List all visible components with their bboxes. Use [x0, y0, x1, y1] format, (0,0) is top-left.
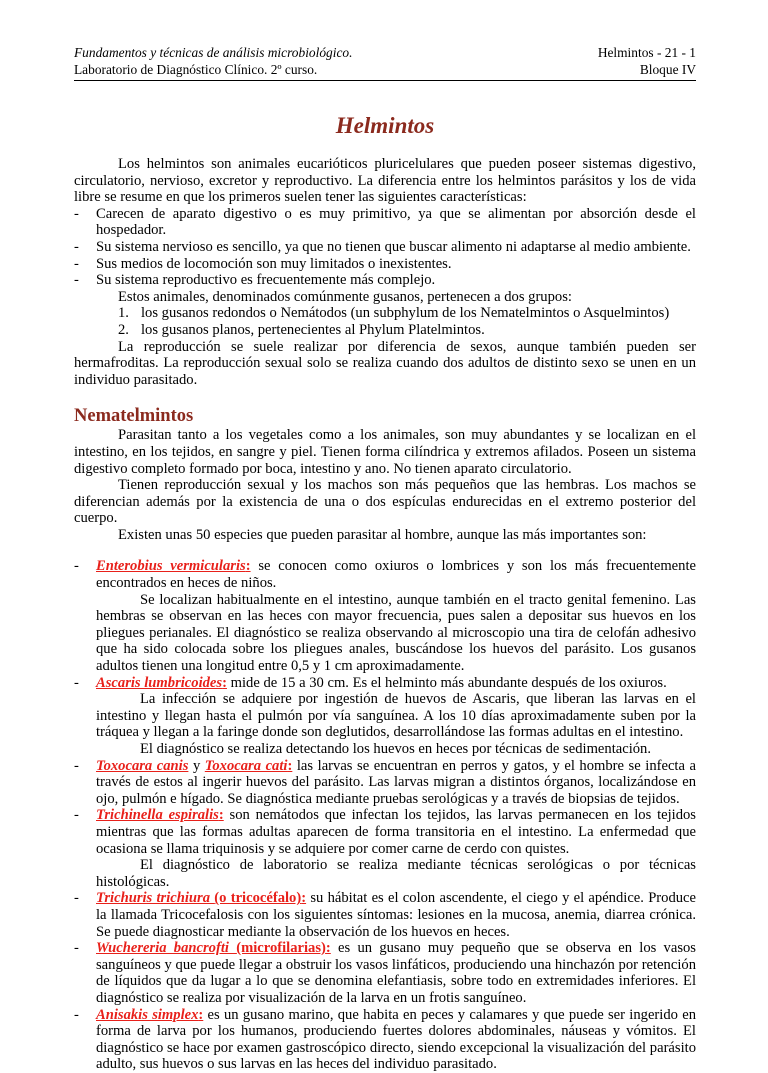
item-number: 2. [118, 321, 129, 338]
list-item: - Su sistema reproductivo es frecuentemente más complejo. [74, 272, 696, 289]
list-item: - Su sistema nervioso es sencillo, ya que no tienen que buscar alimento ni adaptarse al medio ambiente. [74, 239, 696, 256]
section-paragraph: Tienen reproducción sexual y los machos son más pequeños que las hembras. Los machos se diferencian además por la existencia de una o dos espículas endurecidas en el extremo posterior del cuerpo. [74, 477, 696, 527]
species-name: Enterobius vermicularis [96, 558, 246, 575]
species-name: Trichinella espiralis [96, 807, 219, 824]
species-item-enterobius: - Enterobius vermicularis: se conocen como oxiuros o lombrices y son los más frecuentemente encontrados en heces de niños. Se localizan habitualmente en el intestino, aunque también en el tracto genital femenino. Las hembras se observan en las heces con mayor frecuencia, pues salen a depositar sus huevos en los pliegues perianales. El diagnóstico se realiza observando al microscopio una tira de celofán adhesivo que ha sido colocada sobre los pliegues anales, buscándose los huevos del parásito. Los gusanos adultos tienen una longitud entre 0,5 y 1 cm aproximadamente. [74, 558, 696, 674]
species-item-toxocara: - Toxocara canis y Toxocara cati: las larvas se encuentran en perros y gatos, y el hombre se infecta a través de estos al ingerir huevos del parásito. Las larvas migran a distintos órganos, localizándose en ojo, pulmón e hígado. Se diagnóstica mediante pruebas serológicas y a través de biopsias de tejidos. [74, 758, 696, 808]
species-name: Wuchereria bancrofti [96, 940, 237, 957]
intro-paragraph: Los helmintos son animales eucarióticos pluricelulares que pueden poseer sistemas digestivo, circulatorio, nervioso, excretor y reproductivo. La diferencia entre los helmintos parásitos y los de vida libre se resume en que los primeros suelen tener las siguientes características: [74, 156, 696, 206]
species-paragraph: La infección se adquiere por ingestión de huevos de Ascaris, que liberan las larvas en el intestino y llegan hasta el pulmón por vía sanguínea. A los 10 días aproximadamente suben por la tráquea y llegan a la faringe donde son deglutidos, desarrollándose las formas adultas en el intestino. [96, 691, 696, 741]
item-text: los gusanos redondos o Nemátodos (un subphylum de los Nematelmintos o Asquelmintos) [141, 305, 670, 322]
numbered-item [74, 305, 696, 322]
item-text: los gusanos planos, pertenecientes al Phylum Platelmintos. [141, 321, 485, 338]
item-number: 1. [118, 305, 129, 322]
species-item-anisakis: - Anisakis simplex: es un gusano marino, que habita en peces y calamares y que puede ser ingerido en forma de larva por los humanos, produciendo fuertes dolores abdominales, náuseas y vómitos. El diagnóstico se hace por examen gastroscópico directo, siendo excepcional la visualización del parásito adulto, sus huevos o sus larvas en las heces del individuo parasitado. [74, 1007, 696, 1073]
header-page-number: Helmintos - 21 - 1 [597, 45, 696, 60]
species-name: Toxocara canis [96, 757, 189, 774]
species-item-wuchereria: - Wuchereria bancrofti (microfilarias): es un gusano muy pequeño que se observa en los vasos sanguíneos y que puede llegar a obstruir los vasos linfáticos, produciendo una hinchazón por retención de líquidos que da lugar a lo que se denomina elefantiasis, sobre todo en extremidades inferiores. El diagnóstico se realiza por visualización de la larva en un frotis sanguíneo. [74, 940, 696, 1006]
header-divider [74, 80, 696, 81]
header-course-title: Fundamentos y técnicas de análisis microbiológico. [74, 45, 353, 60]
species-name: Toxocara cati [204, 757, 288, 774]
page-title: Helmintos [335, 113, 435, 138]
species-item-trichuris: - Trichuris trichiura (o tricocéfalo): su hábitat es el colon ascendente, el ciego y el apéndice. Produce la llamada Tricocefalosis con los siguientes síntomas: lesiones en la mucosa, anemia, diarrea crónica. Se puede diagnosticar mediante la observación de los huevos en heces. [74, 890, 696, 940]
groups-intro: Estos animales, denominados comúnmente gusanos, pertenecen a dos grupos: [118, 288, 572, 305]
species-name: Ascaris lumbricoides [96, 674, 223, 691]
list-item: - Carecen de aparato digestivo o es muy primitivo, ya que se alimentan por absorción desde el hospedador. [74, 206, 696, 239]
list-item: - Sus medios de locomoción son muy limitados o inexistentes. [74, 256, 696, 273]
document-page [74, 44, 696, 1073]
species-paragraph: Se localizan habitualmente en el intestino, aunque también en el tracto genital femenino. Las hembras se observan en las heces con mayor frecuencia, pues salen a depositar sus huevos en los pliegues perianales. El diagnóstico se realiza observando al microscopio una tira de celofán adhesivo que ha sido colocada sobre los pliegues anales, buscándose los huevos del parásito. Los gusanos adultos tienen una longitud entre 0,5 y 1 cm aproximadamente. [96, 591, 696, 675]
header-block: Bloque IV [639, 62, 696, 77]
spacer [74, 543, 696, 558]
header-lab-name: Laboratorio de Diagnóstico Clínico. 2º curso. [74, 62, 318, 77]
species-list [74, 558, 696, 1072]
reproduction-paragraph: La reproducción se suele realizar por diferencia de sexos, aunque también pueden ser hermafroditas. La reproducción sexual solo se realiza cuando dos adultos de distinto sexo se unen en un individuo parasitado. [74, 338, 696, 388]
species-paragraph: El diagnóstico se realiza detectando los huevos en heces por técnicas de sedimentación. [140, 741, 651, 757]
species-paragraph: El diagnóstico de laboratorio se realiza mediante técnicas serológicas o por técnicas histológicas. [96, 857, 696, 890]
numbered-item [74, 322, 696, 339]
species-item-trichinella: - Trichinella espiralis: son nemátodos que infectan los tejidos, las larvas permanecen en los tejidos mientras que las formas adultas aparecen de forma transitoria en el intestino. La enfermedad que ocasiona se llama triquinosis y se adquiere por comer carne de cerdo con quistes. El diagnóstico de laboratorio se realiza mediante técnicas serológicas o por técnicas histológicas. [74, 807, 696, 890]
section-paragraph: Existen unas 50 especies que pueden parasitar al hombre, aunque las más importantes son: [118, 526, 647, 543]
section-paragraph: Parasitan tanto a los vegetales como a los animales, son muy abundantes y se localizan en el intestino, en los tejidos, en sangre y piel. Tienen forma cilíndrica y extremos afilados. Poseen un sistema digestivo completo formado por boca, intestino y ano. No tienen aparato circulatorio. [74, 427, 696, 477]
page-header [74, 44, 696, 81]
species-name: Anisakis simplex [96, 1006, 199, 1023]
species-name: Trichuris trichiura [96, 890, 215, 907]
section-heading: Nematelmintos [74, 406, 194, 427]
species-item-ascaris: - Ascaris lumbricoides: mide de 15 a 30 cm. Es el helminto más abundante después de los oxiuros. La infección se adquiere por ingestión de huevos de Ascaris, que liberan las larvas en el intestino y llegan hasta el pulmón por vía sanguínea. A los 10 días aproximadamente suben por la tráquea y llegan a la faringe donde son deglutidos, desarrollándose las formas adultas en el intestino. El diagnóstico se realiza detectando los huevos en heces por técnicas de sedimentación. [74, 675, 696, 758]
